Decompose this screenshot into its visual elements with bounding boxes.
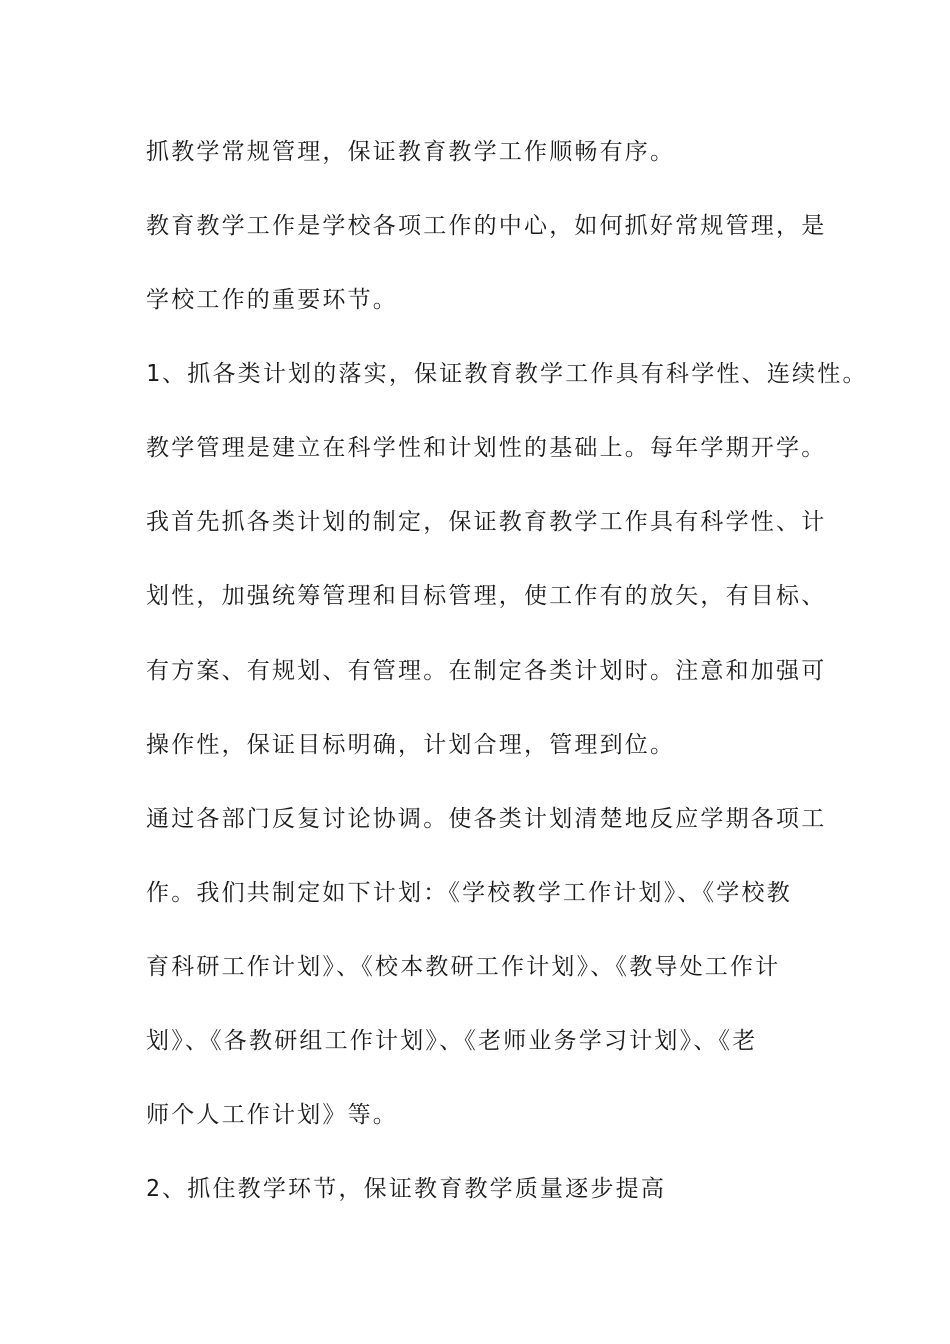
text-line: 抓教学常规管理，保证教育教学工作顺畅有序。 — [146, 139, 676, 165]
text-line: 师个人工作计划》等。 — [146, 1102, 398, 1128]
text-line: 育科研工作计划》、《校本教研工作计划》、《教导处工作计 — [146, 954, 781, 980]
text-line: 通过各部门反复讨论协调。使各类计划清楚地反应学期各项工 — [146, 806, 827, 832]
text-line: 教育教学工作是学校各项工作的中心，如何抓好常规管理，是 — [146, 213, 827, 239]
text-line: 2、抓住教学环节，保证教育教学质量逐步提高 — [146, 1176, 667, 1202]
text-line: 作。我们共制定如下计划：《学校教学工作计划》、《学校教 — [146, 880, 792, 906]
text-line: 操作性，保证目标明确，计划合理，管理到位。 — [146, 732, 676, 758]
text-line: 学校工作的重要环节。 — [146, 287, 398, 313]
text-line: 划》、《各教研组工作计划》、《老师业务学习计划》、《老 — [146, 1028, 758, 1054]
text-line: 划性，加强统筹管理和目标管理，使工作有的放矢，有目标、 — [146, 583, 827, 609]
text-line: 教学管理是建立在科学性和计划性的基础上。每年学期开学。 — [146, 435, 827, 461]
text-line: 我首先抓各类计划的制定，保证教育教学工作具有科学性、计 — [146, 509, 827, 535]
text-line: 1、抓各类计划的落实，保证教育教学工作具有科学性、连续性。 — [146, 361, 868, 387]
text-line: 有方案、有规划、有管理。在制定各类计划时。注意和加强可 — [146, 658, 827, 684]
